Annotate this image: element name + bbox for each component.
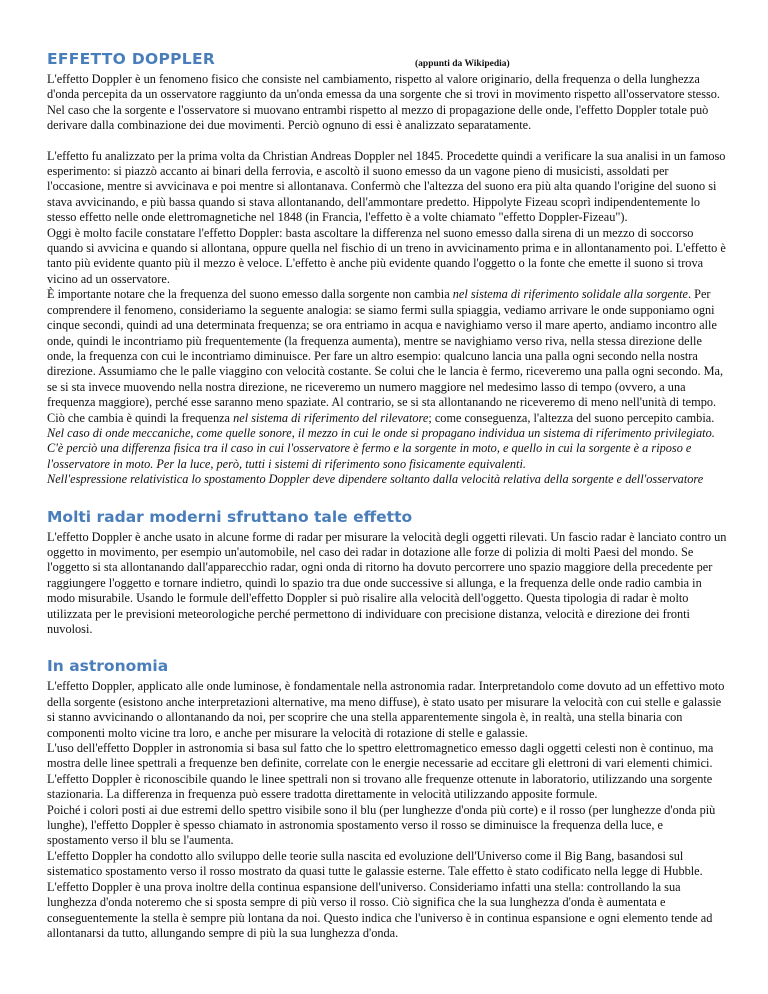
analogy-italic-2: nel sistema di riferimento del rilevatore (233, 410, 429, 425)
mechanical-waves-paragraph (47, 426, 727, 472)
source-note: (appunti da Wikipedia) (415, 59, 510, 69)
astronomy-paragraph-4: L'effetto Doppler ha condotto allo sviluppo delle teorie sulla nascita ed evoluzione dell'Universo come il Big Bang, basandosi sul sistematico spostamento verso il rosso mostrato da quasi tutte le galassie esterne. Tale effetto è stato codificato nella legge di Hubble. (47, 848, 703, 879)
analogy-paragraph (47, 287, 727, 426)
analogy-text-2: . Per comprendere il fenomeno, consideriamo la seguente analogia: se siamo fermi sulla spiaggia, vediamo arrivare le onde supponiamo ogni cinque secondi, quindi ad una determinata frequenza; se ora entriamo in acqua e navighiamo verso il mare aperto, andiamo incontro alle onde, quindi le incontriamo più frequentemente (la frequenza aumenta), mentre se navighiamo verso riva, nella stessa direzione delle onde, la frequenza con cui le incontriamo diminuisce. Per fare un altro esempio: qualcuno lancia una palla ogni secondo nella nostra direzione. Assumiamo che le palle viaggino con velocità costante. Se colui che le lancia è fermo, riceveremo una palla ogni secondo. Ma, se si sta invece muovendo nella nostra direzione, ne riceveremo un numero maggiore nel medesimo lasso di tempo (ovvero, a una frequenza maggiore), perché esse saranno meno spaziate. Al contrario, se si sta allontanando ne riceveremo di meno nell'unità di tempo. Ciò che cambia è quindi la frequenza (47, 287, 724, 425)
section-heading-astronomy: In astronomia (47, 657, 169, 676)
astronomy-paragraph-2: L'uso dell'effetto Doppler in astronomia si basa sul fatto che lo spettro elettromagnetico emesso dagli oggetti celesti non è continuo, ma mostra delle linee spettrali a frequenze ben definite, correlate con le energie necessarie ad eccitare gli elettroni di vari elementi chimici. L'effetto Doppler è riconoscibile quando le linee spettrali non si trovano alle frequenze ottenute in laboratorio, utilizzando una sorgente stazionaria. La differenza in frequenza può essere tradotta direttamente in velocità utilizzando apposite formule. (47, 741, 714, 802)
astronomy-paragraph-5: L'effetto Doppler è una prova inoltre della continua espansione dell'universo. Consideriamo infatti una stella: controllando la sua lunghezza d'onda noteremo che si sposta sempre di più verso il rosso. Ciò significa che la sua lunghezza d'onda è aumentata e conseguentemente la stella è sempre più lontana da noi. Questo indica che l'universo è in continua espansione e ogni elemento tende ad allontanarsi da tutto, allungando sempre di più la sua lunghezza d'onda. (47, 879, 713, 940)
page-title: EFFETTO DOPPLER (47, 50, 216, 68)
everyday-paragraph: Oggi è molto facile constatare l'effetto Doppler: basta ascoltare la differenza nel suono emesso dalla sirena di un mezzo di soccorso quando si avvicina e quando si allontana, oppure quella nel fischio di un treno in avvicinamento prima e in allontanamento poi. L'effetto è tanto più evidente quanto più il mezzo è veloce. L'effetto è anche più evidente quando l'oggetto o la fonte che emette il suono si trova vicino ad un osservatore. (47, 225, 726, 286)
intro-paragraph-1: L'effetto Doppler è un fenomeno fisico che consiste nel cambiamento, rispetto al valore originario, della frequenza o della lunghezza d'onda percepita da un osservatore raggiunto da un'onda emessa da una sorgente che si trovi in movimento rispetto all'osservatore stesso. (47, 72, 721, 102)
relativistic-text: Nell'espressione relativistica lo spostamento Doppler deve dipendere soltanto dalla velocità relativa della sorgente e dell'osservatore (47, 472, 704, 487)
analogy-text-3: ; come conseguenza, l'altezza del suono percepito cambia. (428, 410, 715, 425)
radar-paragraph: L'effetto Doppler è anche usato in alcune forme di radar per misurare la velocità degli oggetti rilevati. Un fascio radar è lanciato contro un oggetto in movimento, per esempio un'automobile, nel caso dei radar in dotazione alle forze di polizia di molti Paesi del mondo. Se l'oggetto si sta allontanando dall'apparecchio radar, ogni onda di ritorno ha dovuto percorrere uno spazio maggiore della precedente per raggiungere l'oggetto e tornare indietro, quindi lo spazio tra due onde successive si allunga, e la frequenza delle onde radio cambia in modo misurabile. Usando le formule dell'effetto Doppler si può risalire alla velocità dell'oggetto. Questa tipologia di radar è molto utilizzata per le previsioni meteorologiche perché permettono di individuare con precisione distanza, velocità e direzione dei fronti nuvolosi. (47, 529, 727, 636)
title-row (47, 52, 727, 72)
document (47, 52, 727, 941)
spacer (47, 134, 727, 149)
mechanical-waves-text: Nel caso di onde meccaniche, come quelle sonore, il mezzo in cui le onde si propagano individua un sistema di riferimento privilegiato. C'è perciò una differenza fisica tra il caso in cui l'osservatore è fermo e la sorgente in moto, e quello in cui la sorgente è a riposo e l'osservatore in moto. Per la luce, però, tutti i sistemi di riferimento sono fisicamente equivalenti. (47, 425, 715, 471)
relativistic-paragraph (47, 472, 727, 487)
astronomy-paragraph-1: L'effetto Doppler, applicato alle onde luminose, è fondamentale nella astronomia radar. Interpretandolo come dovuto ad un effettivo moto della sorgente (esistono anche interpretazioni alternative, ma meno diffuse), è stato usato per misurare la velocità con cui stelle e galassie si stanno avvicinando o allontanando da noi, per scoprire che una stella apparentemente singola è, in realtà, una stella binaria con componenti molto vicine tra loro, e anche per misurare la velocità di rotazione di stelle e galassie. (47, 679, 725, 740)
astronomy-paragraph-3: Poiché i colori posti ai due estremi dello spettro visibile sono il blu (per lunghezze d'onda più corte) e il rosso (per lunghezze d'onda più lunghe), l'effetto Doppler è spesso chiamato in astronomia spostamento verso il rosso se diminuisce la frequenza della luce, e spostamento verso il blu se l'aumenta. (47, 802, 716, 848)
intro-paragraph-2: Nel caso che la sorgente e l'osservatore si muovano entrambi rispetto al mezzo di propagazione delle onde, l'effetto Doppler totale può derivare dalla combinazione dei due movimenti. Perciò ognuno di essi è analizzato separatamente. (47, 102, 709, 133)
analogy-italic-1: nel sistema di riferimento solidale alla sorgente (452, 287, 688, 302)
section-heading-radar: Molti radar moderni sfruttano tale effetto (47, 507, 413, 526)
history-paragraph: L'effetto fu analizzato per la prima volta da Christian Andreas Doppler nel 1845. Procedette quindi a verificare la sua analisi in un famoso esperimento: si piazzò accanto ai binari della ferrovia, e ascoltò il suono emesso da un vagone pieno di musicisti, assoldati per l'occasione, mentre si avvicinava e poi mentre si allontanava. Confermò che l'altezza del suono era più alta quando l'origine del suono si stava avvicinando, e più bassa quando si stava allontanando, dell'ammontare predetto. Hippolyte Fizeau scoprì indipendentemente lo stesso effetto nelle onde elettromagnetiche nel 1848 (in Francia, l'effetto è a volte chiamato "effetto Doppler-Fizeau"). (47, 148, 726, 225)
analogy-text-1: È importante notare che la frequenza del suono emesso dalla sorgente non cambia (47, 287, 453, 302)
